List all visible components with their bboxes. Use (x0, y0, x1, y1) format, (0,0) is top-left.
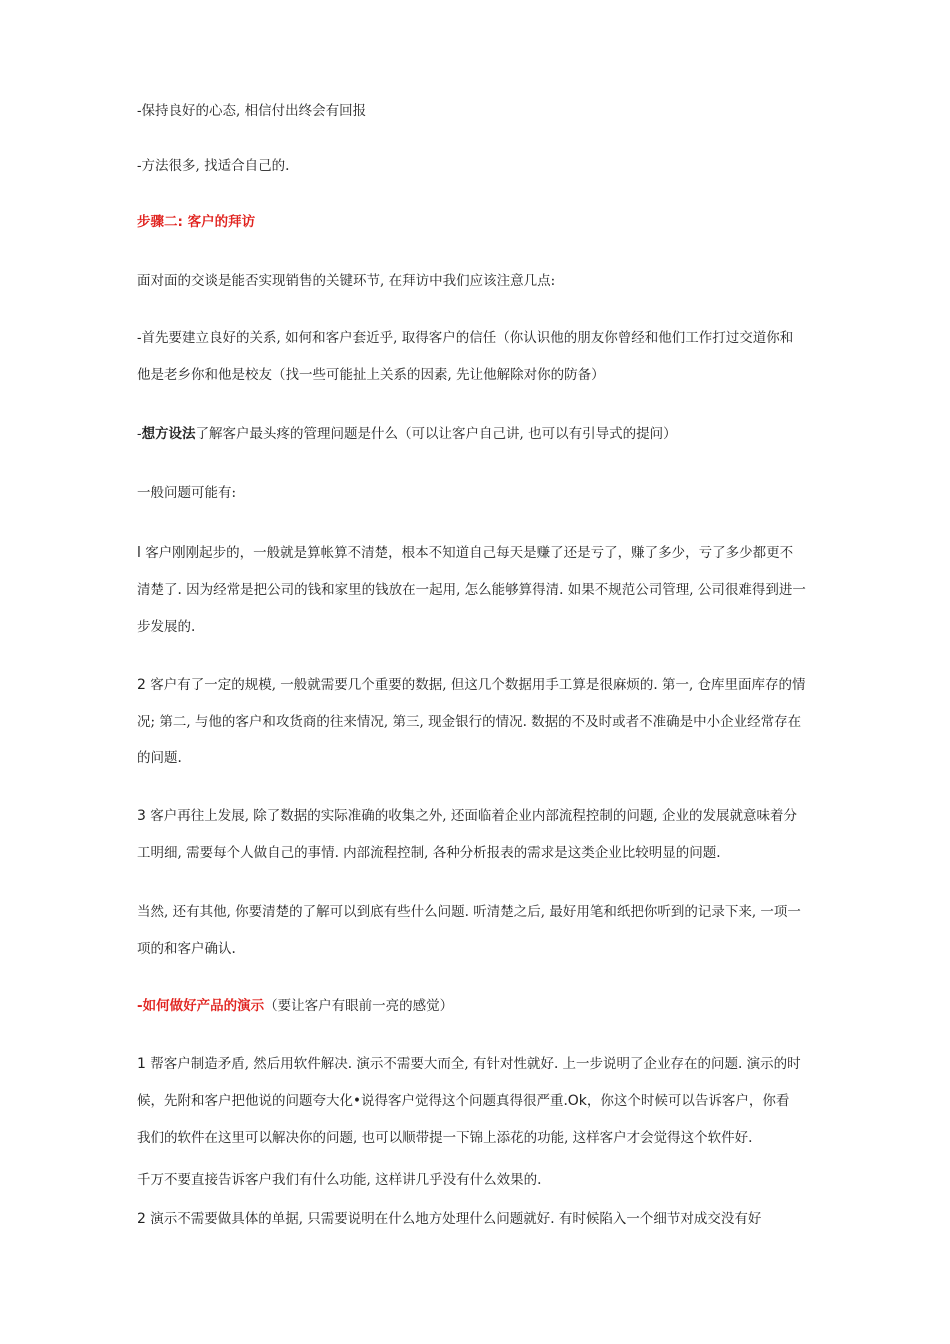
problem-3-line-1 (137, 806, 797, 826)
item-number: 2 (137, 677, 146, 693)
demo-1-line-1 (137, 1054, 801, 1074)
problem-1-line-3: 步发展的. (137, 619, 196, 635)
item-number: 3 (137, 808, 146, 824)
problem-3-line-2: 工明细, 需要每个人做自己的事情. 内部流程控制, 各种分析报表的需求是这类企业比较明显的问题. (137, 845, 721, 861)
line-text: 帮客户制造矛盾, 然后用软件解决. 演示不需要大而全, 有针对性就好. 上一步说明了企业存在的问题. 演示的时 (150, 1056, 801, 1072)
bold-phrase: 想方设法 (141, 426, 196, 442)
bullet-mindset: -保持良好的心态, 相信付出终会有回报 (137, 103, 367, 119)
dash: - (137, 426, 142, 442)
bullet-methods: -方法很多, 找适合自己的. (137, 158, 290, 174)
item-number: l (137, 545, 141, 561)
line-text: 客户有了一定的规模, 一般就需要几个重要的数据, 但这几个数据用手工算是很麻烦的. 第一, 仓库里面库存的情 (150, 677, 806, 693)
find-pain-point-line (137, 424, 677, 444)
line-text-b: ，你这个时候可以告诉客户，你看 (586, 1093, 790, 1109)
line-text-a: 候，先附和客户把他说的问题夸大化•说得客户觉得这个问题真得很严重. (137, 1093, 568, 1109)
heading-step-two: 步骤二: 客户的拜访 (137, 214, 256, 230)
line-text: 客户刚刚起步的，一般就是算帐算不清楚，根本不知道自己每天是赚了还是亏了，赚了多少，亏了多少都更不 (145, 545, 794, 561)
demo-heading-note: （要让客户有眼前一亮的感觉） (264, 998, 454, 1014)
problem-2-line-2: 况; 第二, 与他的客户和攻货商的往来情况, 第三, 现金银行的情况. 数据的不及时或者不准确是中小企业经常存在 (137, 714, 802, 730)
demo-1-line-3: 我们的软件在这里可以解决你的问题, 也可以顺带提一下锦上添花的功能, 这样客户才会觉得这个软件好. (137, 1130, 753, 1146)
other-problems-line-2: 项的和客户确认. (137, 941, 236, 957)
problem-1-line-1 (137, 543, 793, 563)
demo-warning-line: 千万不要直接告诉客户我们有什么功能, 这样讲几乎没有什么效果的. (137, 1172, 542, 1188)
item-number: 2 (137, 1211, 146, 1227)
line-text: 演示不需要做具体的单据, 只需要说明在什么地方处理什么问题就好. 有时候陷入一个细节对成交没有好 (150, 1211, 762, 1227)
relationship-line-2: 他是老乡你和他是校友（找一些可能扯上关系的因素, 先让他解除对你的防备） (137, 367, 605, 383)
demo-1-line-2 (137, 1091, 789, 1111)
demo-heading: -如何做好产品的演示 (137, 998, 265, 1014)
relationship-line-1: -首先要建立良好的关系, 如何和客户套近乎, 取得客户的信任（你认识他的朋友你曾经和他们工作打过交道你和 (137, 330, 794, 346)
ok-word: Ok (567, 1093, 587, 1109)
other-problems-line-1: 当然, 还有其他, 你要清楚的了解可以到底有些什么问题. 听清楚之后, 最好用笔和纸把你听到的记录下来, 一项一 (137, 904, 801, 920)
item-number: 1 (137, 1056, 146, 1072)
possible-problems-label: 一般问题可能有: (137, 485, 237, 501)
problem-2-line-3: 的问题. (137, 750, 182, 766)
intro-paragraph: 面对面的交谈是能否实现销售的关键环节, 在拜访中我们应该注意几点: (137, 273, 556, 289)
line-text: 客户再往上发展, 除了数据的实际准确的收集之外, 还面临着企业内部流程控制的问题, 企业的发展就意味着分 (150, 808, 797, 824)
problem-2-line-1 (137, 675, 806, 695)
demo-heading-line (137, 996, 453, 1016)
demo-2-line-1 (137, 1209, 761, 1229)
line-rest: 了解客户最头疼的管理问题是什么（可以让客户自己讲, 也可以有引导式的提问） (195, 426, 677, 442)
problem-1-line-2: 清楚了. 因为经常是把公司的钱和家里的钱放在一起用, 怎么能够算得清. 如果不规范公司管理, 公司很难得到进一 (137, 582, 806, 598)
